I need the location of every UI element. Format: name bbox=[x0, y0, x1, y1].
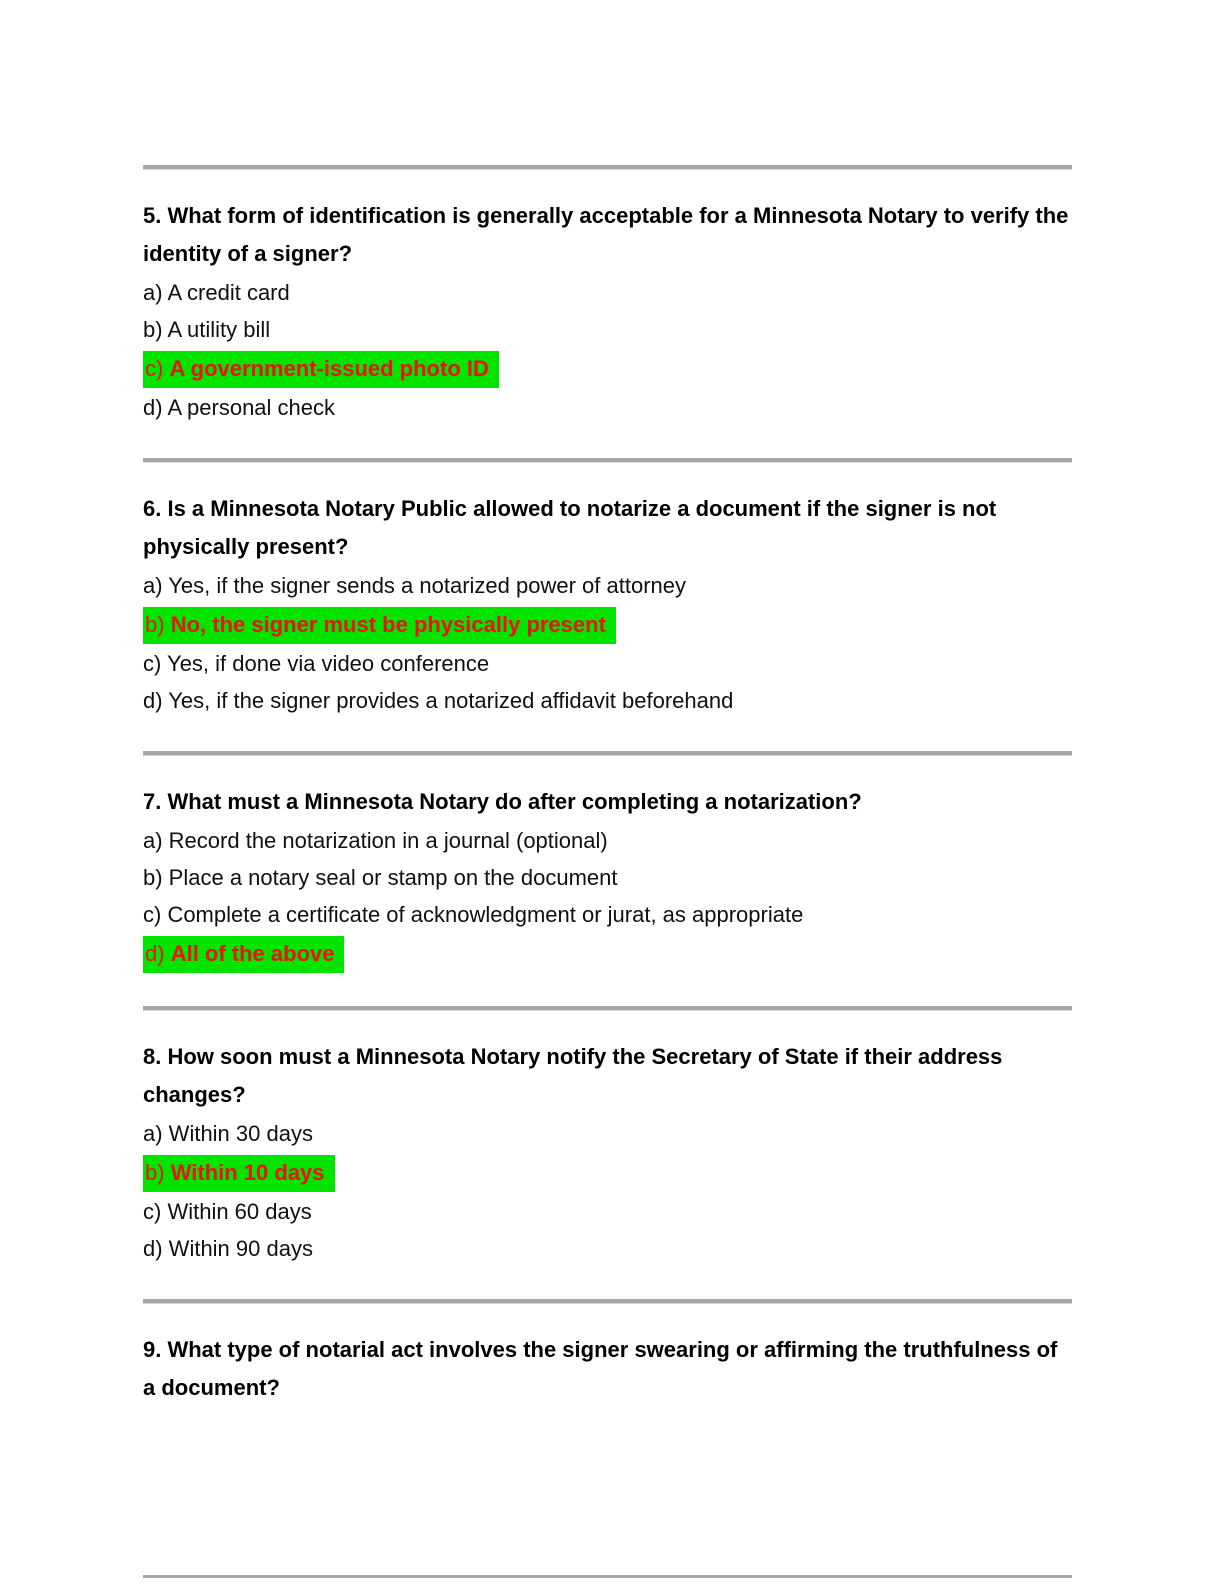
answer-option: a) Record the notarization in a journal (optional) bbox=[143, 828, 608, 853]
question-block bbox=[143, 1006, 1072, 1299]
top-margin bbox=[143, 0, 1072, 165]
correct-answer-highlight bbox=[143, 607, 616, 644]
question-title: 8. How soon must a Minnesota Notary notify the Secretary of State if their address changes? bbox=[143, 1044, 1003, 1107]
question-section bbox=[143, 756, 1072, 1006]
answer-option: c) Yes, if done via video conference bbox=[143, 651, 490, 676]
answer-option: b) A utility bill bbox=[143, 317, 271, 342]
document-content bbox=[143, 0, 1072, 1584]
answer-option: c) Within 60 days bbox=[143, 1199, 312, 1224]
correct-answer-highlight bbox=[143, 351, 499, 388]
answer-option: d) A personal check bbox=[143, 395, 336, 420]
option-letter: b) bbox=[145, 612, 171, 637]
answer-option: c) Complete a certificate of acknowledgment or jurat, as appropriate bbox=[143, 902, 804, 927]
option-text: No, the signer must be physically present bbox=[170, 612, 606, 637]
question-section bbox=[143, 463, 1072, 751]
question-block bbox=[143, 165, 1072, 458]
correct-answer-highlight bbox=[143, 1155, 335, 1192]
option-letter: d) bbox=[145, 941, 171, 966]
question-section bbox=[143, 1011, 1072, 1299]
correct-answer-option bbox=[143, 348, 1072, 389]
question-block bbox=[143, 1299, 1072, 1440]
correct-answer-option bbox=[143, 933, 1072, 974]
option-text: Within 10 days bbox=[170, 1160, 325, 1185]
option-letter: c) bbox=[145, 356, 170, 381]
question-title: 6. Is a Minnesota Notary Public allowed to notarize a document if the signer is not physically present? bbox=[143, 496, 997, 559]
question-section bbox=[143, 1304, 1072, 1440]
question-title: 7. What must a Minnesota Notary do after completing a notarization? bbox=[143, 789, 862, 814]
answer-option: d) Yes, if the signer provides a notarized affidavit beforehand bbox=[143, 688, 734, 713]
answer-option: a) Yes, if the signer sends a notarized power of attorney bbox=[143, 573, 686, 598]
answer-option: a) A credit card bbox=[143, 280, 290, 305]
option-text: All of the above bbox=[170, 941, 335, 966]
question-block bbox=[143, 751, 1072, 1006]
correct-answer-option bbox=[143, 1152, 1072, 1193]
answer-option: a) Within 30 days bbox=[143, 1121, 313, 1146]
answer-option: d) Within 90 days bbox=[143, 1236, 313, 1261]
question-block bbox=[143, 458, 1072, 751]
correct-answer-highlight bbox=[143, 936, 344, 973]
bottom-divider bbox=[143, 1575, 1072, 1578]
options-list bbox=[143, 822, 1072, 974]
option-letter: b) bbox=[145, 1160, 171, 1185]
correct-answer-option bbox=[143, 604, 1072, 645]
options-list bbox=[143, 1115, 1072, 1267]
options-list bbox=[143, 567, 1072, 719]
option-text: A government-issued photo ID bbox=[169, 356, 489, 381]
options-list bbox=[143, 274, 1072, 426]
question-section bbox=[143, 170, 1072, 458]
question-title: 5. What form of identification is generally acceptable for a Minnesota Notary to verify the identity of a signer? bbox=[143, 203, 1069, 266]
question-title: 9. What type of notarial act involves the signer swearing or affirming the truthfulness of a document? bbox=[143, 1337, 1058, 1400]
question-list bbox=[143, 165, 1072, 1440]
answer-option: b) Place a notary seal or stamp on the document bbox=[143, 865, 618, 890]
